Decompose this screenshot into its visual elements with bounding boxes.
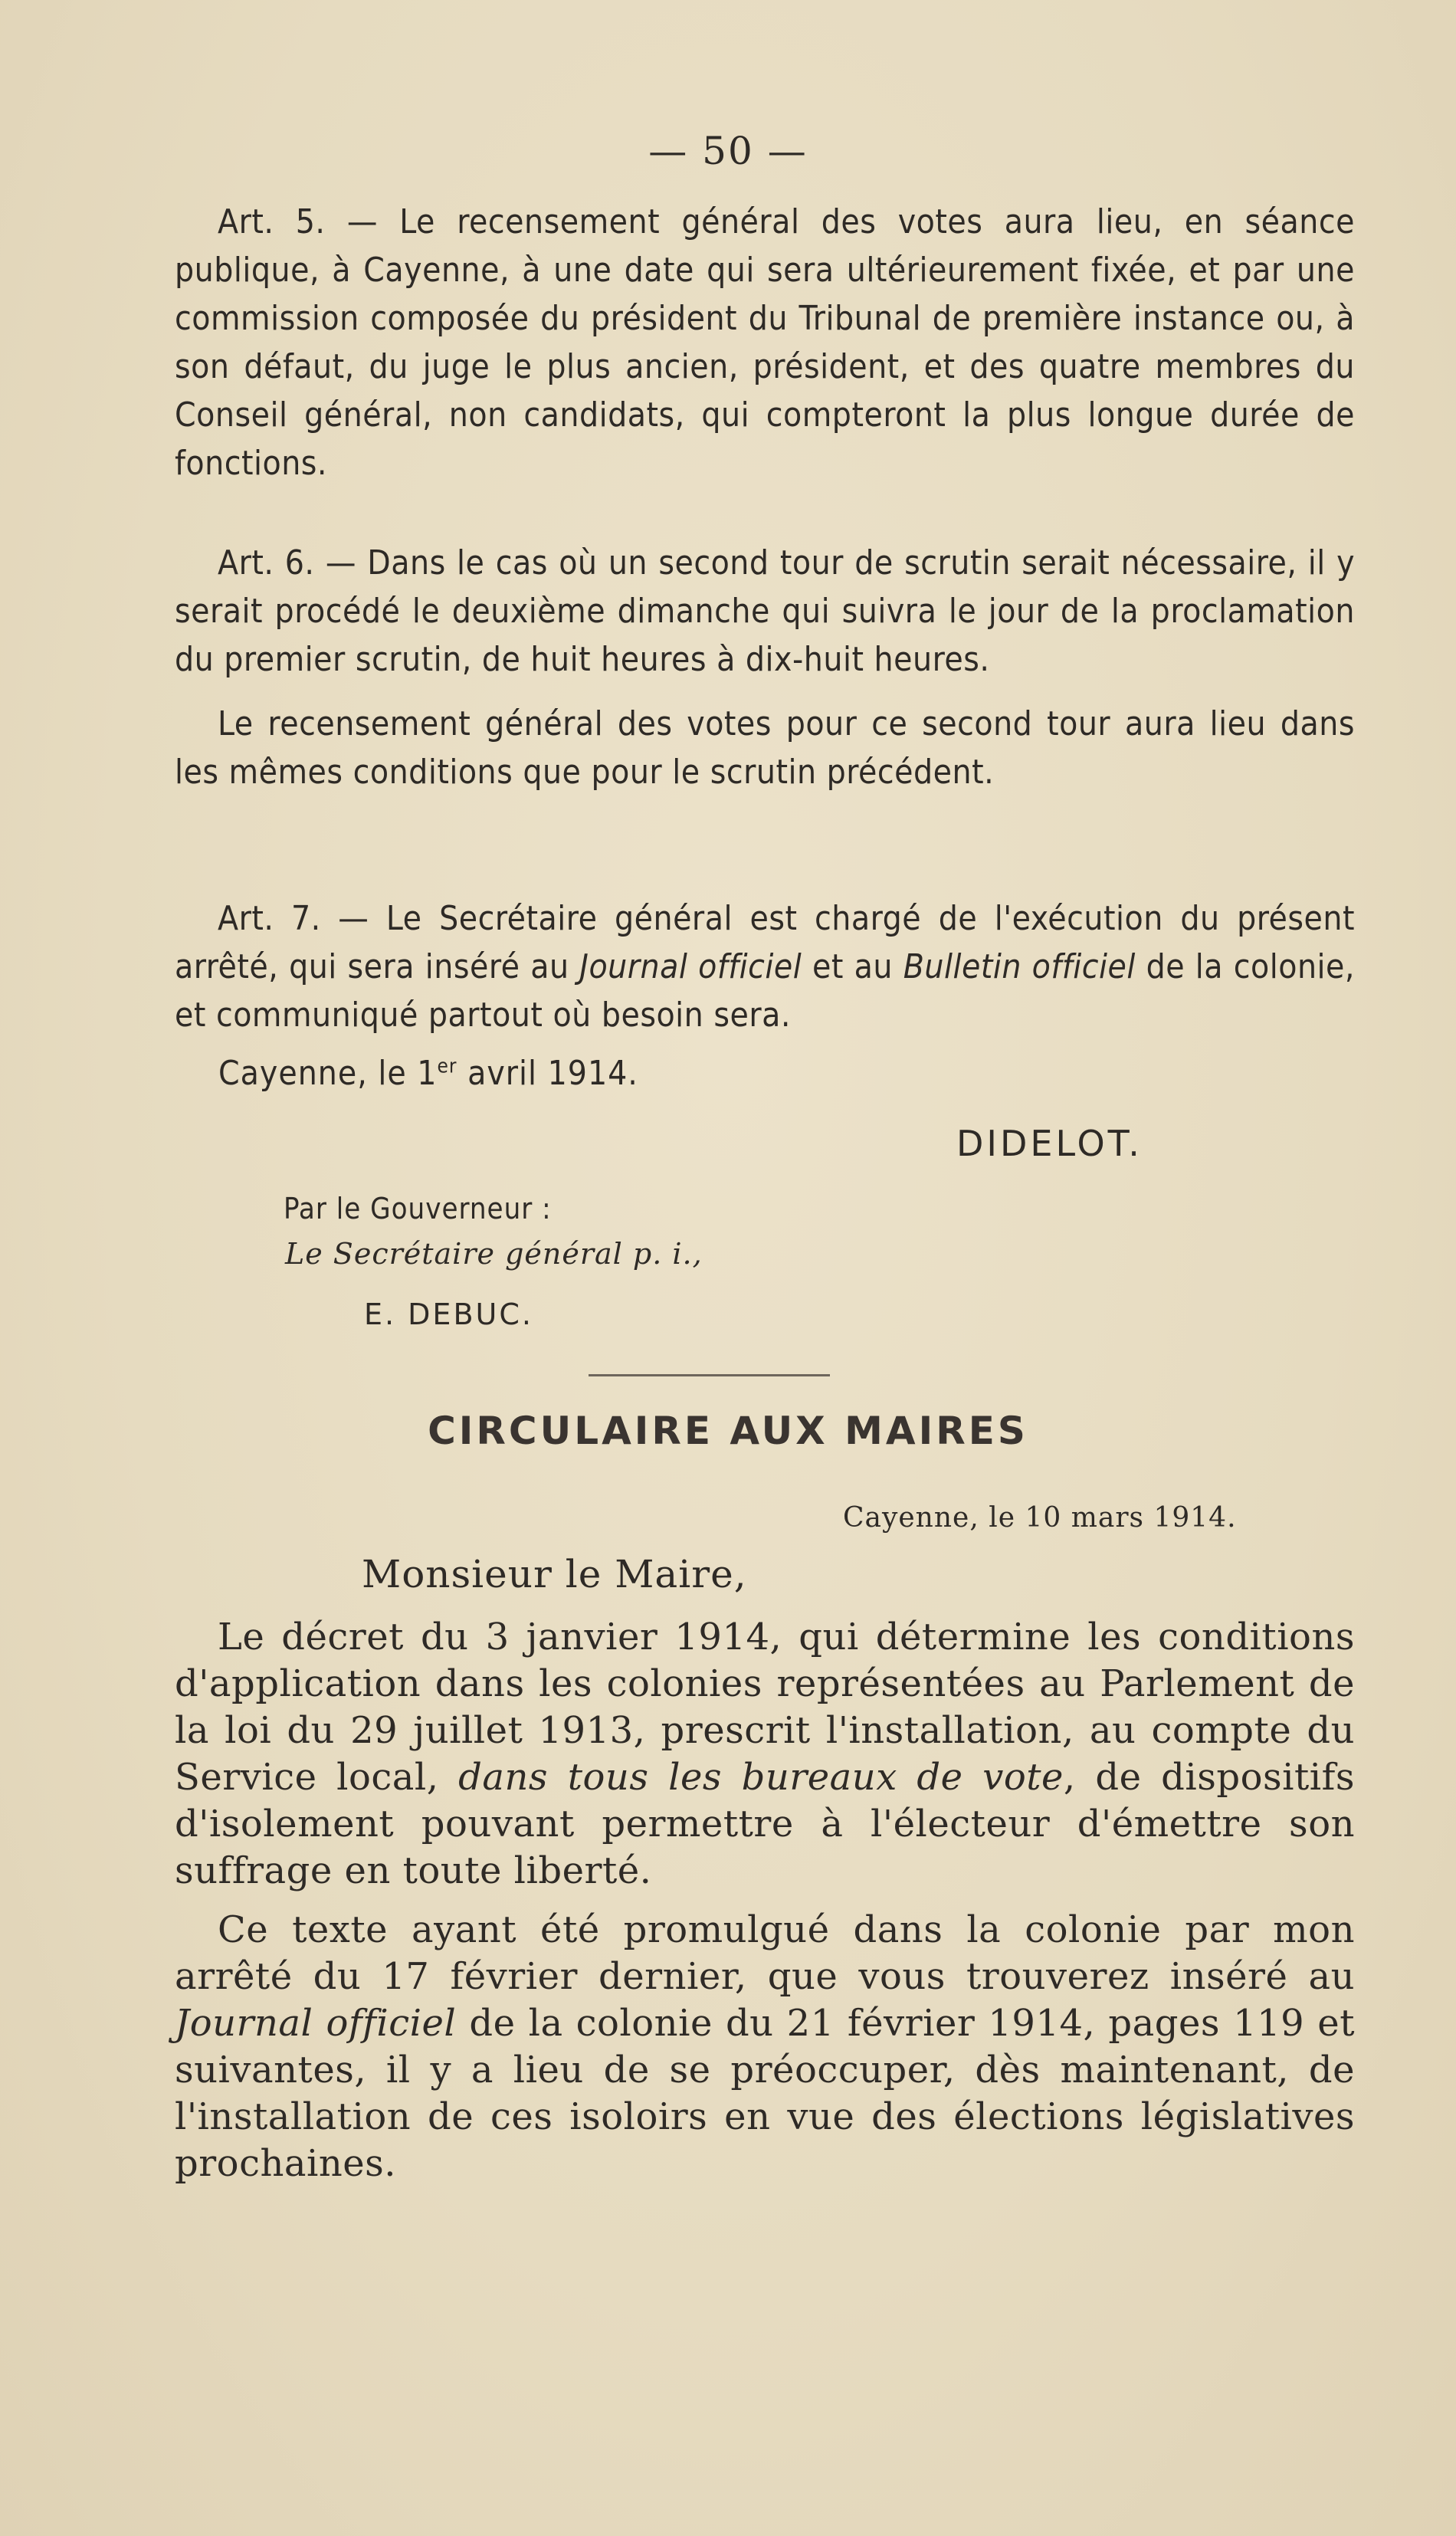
- journal-officiel-ref: Journal officiel: [579, 947, 802, 986]
- emphasis-text: dans tous les bureaux de vote: [458, 1756, 1064, 1799]
- page-number: — 50 —: [648, 129, 808, 173]
- article-6-label: Art. 6.: [218, 543, 315, 582]
- governor-line: Par le Gouverneur :: [284, 1192, 552, 1225]
- signature: DIDELOT.: [956, 1123, 1143, 1164]
- secretary-line: Le Secrétaire général p. i.,: [285, 1237, 703, 1271]
- circular-paragraph-1: Le décret du 3 janvier 1914, qui détermine les conditions d'application dans les colonies représentées au Parlement de la loi du 29 juillet 1913, prescrit l'installation, au compte du Service local, dans tous les bureaux de vote, de dispositifs d'isolement pouvant permettre à l'électeur d'émettre son suffrage en toute liberté.: [175, 1616, 1355, 1892]
- article-7-label: Art. 7.: [218, 899, 321, 938]
- article-6-text-2: Le recensement général des votes pour ce second tour aura lieu dans les mêmes conditions que pour le scrutin précédent.: [175, 704, 1355, 792]
- secretary-name: E. DEBUC.: [364, 1298, 533, 1331]
- circular-title: CIRCULAIRE AUX MAIRES: [428, 1409, 1028, 1453]
- bulletin-officiel-ref: Bulletin officiel: [903, 947, 1136, 986]
- salutation: Monsieur le Maire,: [362, 1552, 747, 1596]
- article-5-text: Le recensement général des votes aura lieu, en séance publique, à Cayenne, à une date qui sera ultérieurement fixée, et par une commission composée du président du Tribunal de première instance ou, à son défaut, du juge le plus ancien, président, et des quatre membres du Conseil général, non candidats, qui compteront la plus longue durée de fonctions.: [175, 202, 1355, 483]
- journal-officiel-ref-2: Journal officiel: [175, 2002, 457, 2045]
- circular-paragraph-2: Ce texte ayant été promulgué dans la colonie par mon arrêté du 17 février dernier, que vous trouverez inséré au Journal officiel de la colonie du 21 février 1914, pages 119 et suivantes, il y a lieu de se préoccuper, dès maintenant, de l'installation de ces isoloirs en vue des élections législatives prochaines.: [175, 1908, 1356, 2185]
- dateline: Cayenne, le 1er avril 1914.: [218, 1054, 638, 1093]
- section-divider: [589, 1374, 830, 1376]
- article-7: Art. 7. — Le Secrétaire général est chargé de l'exécution du présent arrêté, qui sera inséré au Journal officiel et au Bulletin officiel de la colonie, et communiqué partout où besoin sera.: [175, 899, 1356, 1035]
- article-6-paragraph-2: [175, 700, 1355, 796]
- circular-date: Cayenne, le 10 mars 1914.: [843, 1502, 1237, 1534]
- article-6: Art. 6. — Dans le cas où un second tour de scrutin serait nécessaire, il y serait procédé le deuxième dimanche qui suivra le jour de la proclamation du premier scrutin, de huit heures à dix-huit heures.: [175, 543, 1356, 679]
- article-5-label: Art. 5.: [218, 202, 326, 241]
- article-6-text: Dans le cas où un second tour de scrutin serait nécessaire, il y serait procédé le deuxième dimanche qui suivra le jour de la proclamation du premier scrutin, de huit heures à dix-huit heures.: [175, 543, 1356, 679]
- article-5: Art. 5. — Le recensement général des votes aura lieu, en séance publique, à Cayenne, à une date qui sera ultérieurement fixée, et par une commission composée du président du Tribunal de première instance ou, à son défaut, du juge le plus ancien, président, et des quatre membres du Conseil général, non candidats, qui compteront la plus longue durée de fonctions.: [175, 202, 1355, 483]
